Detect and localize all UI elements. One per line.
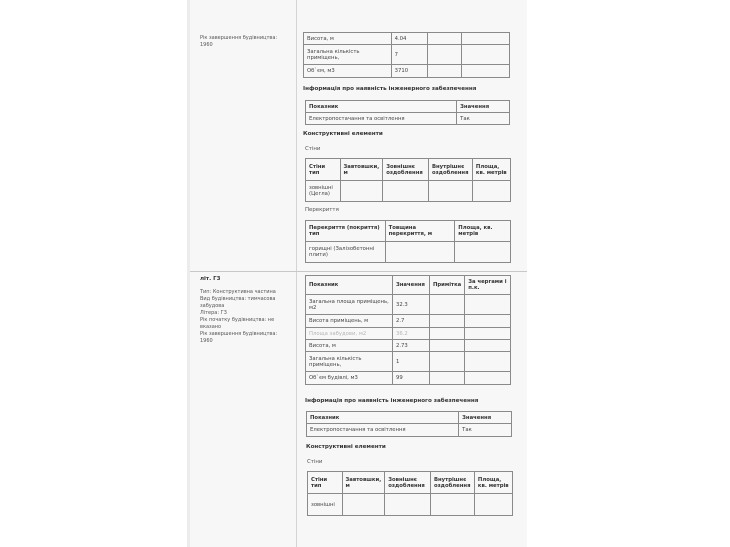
column-header: Внутрішнє оздоблення xyxy=(428,159,472,181)
column-header: Площа, кв. метрів xyxy=(472,159,510,181)
block1-engineering-table xyxy=(305,100,510,125)
prop-name: Площа забудови, м2 xyxy=(306,328,393,340)
prop-value: 32.3 xyxy=(392,295,429,315)
constructive-section-title: Конструктивні елементи xyxy=(306,444,386,450)
table-row xyxy=(306,352,511,372)
side-line: забудова xyxy=(200,303,225,309)
completion-year-value: 1960 xyxy=(200,42,213,48)
block1-floors-table xyxy=(305,220,511,263)
column-header: Значення xyxy=(457,101,510,113)
table-header-row xyxy=(307,412,512,424)
column-header: Площа, кв. метрів xyxy=(455,221,511,242)
column-header: Стіни тип xyxy=(306,159,341,181)
table-row xyxy=(307,424,512,437)
side-line: Рік завершення будівництва: xyxy=(200,331,278,337)
wall-type: зовнішні (Цегла) xyxy=(306,181,341,202)
column-header: Примітка xyxy=(429,276,464,295)
prop-value: 36.2 xyxy=(392,328,429,340)
constructive-section-title: Конструктивні елементи xyxy=(303,131,383,137)
table-row xyxy=(304,33,510,45)
side-line: Літера: Г3 xyxy=(200,310,227,316)
block2-side-info xyxy=(200,276,292,345)
floors-label: Перекриття xyxy=(305,207,339,213)
table-row xyxy=(306,328,511,340)
table-row xyxy=(306,315,511,328)
side-line: Рік початку будівництва: не xyxy=(200,317,275,323)
prop-name: Загальна кількість приміщень, xyxy=(306,352,393,372)
side-line: 1960 xyxy=(200,338,213,344)
prop-name: Об`єм, м3 xyxy=(304,65,392,78)
column-header: Показник xyxy=(307,412,459,424)
engineering-section-title: Інформація про наявність інженерного забезпечення xyxy=(303,86,477,92)
table-row xyxy=(306,181,511,202)
prop-name: Загальна кількість приміщень, xyxy=(304,45,392,65)
column-header: Показник xyxy=(306,101,457,113)
block1-side-info xyxy=(200,35,277,49)
prop-value: 2.73 xyxy=(392,340,429,352)
side-line: Вид будівництва: тимчасова xyxy=(200,296,276,302)
column-header: За чергами і п.к. xyxy=(465,276,511,295)
table-row xyxy=(306,113,510,125)
column-header: Перекриття (покриття) тип xyxy=(306,221,386,242)
table-row xyxy=(306,242,511,263)
floor-type: горищні (Залізобетонні плити) xyxy=(306,242,386,263)
column-header: Стіни тип xyxy=(308,472,343,494)
table-header-row xyxy=(306,276,511,295)
table-header-row xyxy=(308,472,513,494)
prop-name: Висота, м xyxy=(304,33,392,45)
column-header: Завтовшки, м xyxy=(340,159,383,181)
walls-label: Стіни xyxy=(307,459,323,465)
table-row xyxy=(304,45,510,65)
eng-value: Так xyxy=(457,113,510,125)
block2-props-table xyxy=(305,275,511,385)
column-header: Зовнішнє оздоблення xyxy=(383,159,429,181)
completion-year-label: Рік завершення будівництва: xyxy=(200,35,278,41)
section-divider xyxy=(190,271,527,272)
block1-props-table xyxy=(303,32,510,78)
eng-name: Електропостачання та освітлення xyxy=(306,113,457,125)
prop-value: 3710 xyxy=(391,65,427,78)
eng-value: Так xyxy=(459,424,512,437)
column-header: Значення xyxy=(392,276,429,295)
table-row xyxy=(306,340,511,352)
walls-label: Стіни xyxy=(305,146,321,152)
table-header-row xyxy=(306,159,511,181)
column-header: Товщина перекриття, м xyxy=(385,221,455,242)
column-header: Показник xyxy=(306,276,393,295)
column-divider xyxy=(296,0,297,547)
side-line: вказано xyxy=(200,324,222,330)
table-row xyxy=(308,494,513,516)
block2-engineering-table xyxy=(306,411,512,437)
building-letter-title: літ. Г3 xyxy=(200,276,221,282)
prop-name: Висота, м xyxy=(306,340,393,352)
table-header-row xyxy=(306,221,511,242)
document-sheet xyxy=(190,0,527,547)
column-header: Площа, кв. метрів xyxy=(474,472,512,494)
block1-walls-table xyxy=(305,158,511,202)
column-header: Значення xyxy=(459,412,512,424)
prop-value: 1 xyxy=(392,352,429,372)
column-header: Внутрішнє оздоблення xyxy=(430,472,474,494)
prop-name: Загальна площа приміщень, м2 xyxy=(306,295,393,315)
eng-name: Електропостачання та освітлення xyxy=(307,424,459,437)
engineering-section-title: Інформація про наявність інженерного забезпечення xyxy=(305,398,479,404)
column-header: Завтовшки, м xyxy=(342,472,385,494)
prop-value: 2.7 xyxy=(392,315,429,328)
block2-walls-table xyxy=(307,471,513,516)
prop-value: 7 xyxy=(391,45,427,65)
table-header-row xyxy=(306,101,510,113)
table-row xyxy=(304,65,510,78)
prop-name: Об`єм будівлі, м3 xyxy=(306,372,393,385)
prop-value: 4.04 xyxy=(391,33,427,45)
table-row xyxy=(306,372,511,385)
side-line: Тип: Конструктивна частина xyxy=(200,289,276,295)
prop-name: Висота приміщень, м xyxy=(306,315,393,328)
prop-value: 99 xyxy=(392,372,429,385)
column-header: Зовнішнє оздоблення xyxy=(385,472,431,494)
table-row xyxy=(306,295,511,315)
wall-type: зовнішні xyxy=(308,494,343,516)
